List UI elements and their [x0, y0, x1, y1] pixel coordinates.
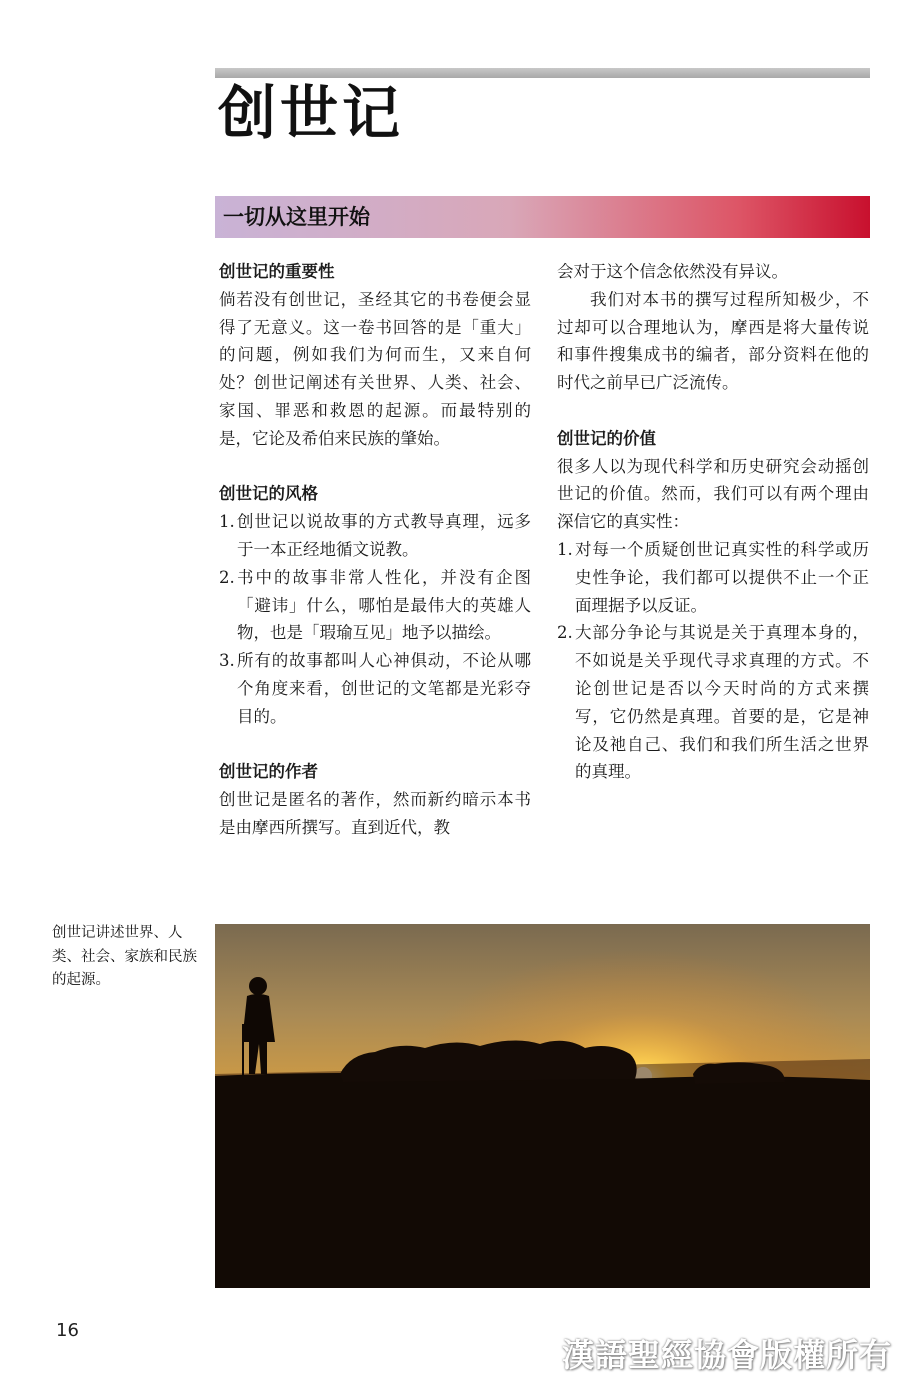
list-item: 2. 大部分争论与其说是关于真理本身的，不如说是关乎现代寻求真理的方式。不论创世记是否以今天时尚的方式来撰写，它仍然是真理。首要的是，它是神论及祂自己、我们和我们所生活之世界的真理。 [557, 623, 869, 782]
value-heading: 创世记的价值 [557, 428, 656, 448]
author-text-continued: 会对于这个信念依然没有异议。 [557, 262, 788, 281]
value-list [557, 536, 869, 786]
importance-heading: 创世记的重要性 [219, 262, 335, 281]
section-banner [215, 196, 870, 238]
style-list [219, 508, 531, 730]
photo-caption: 创世记讲述世界、人类、社会、家族和民族的起源。 [52, 925, 197, 988]
right-column [557, 258, 869, 786]
author-heading: 创世记的作者 [219, 762, 318, 782]
list-item: 1. 创世记以说故事的方式教导真理，远多于一本正经地循文说教。 [219, 512, 531, 559]
style-heading: 创世记的风格 [219, 484, 318, 504]
author-paragraph-2: 我们对本书的撰写过程所知极少，不过却可以合理地认为，摩西是将大量传说和事件搜集成书的编者，部分资料在他的时代之前早已广泛流传。 [557, 289, 869, 393]
list-item: 1. 对每一个质疑创世记真实性的科学或历史性争论，我们都可以提供不止一个正面理据予以反证。 [557, 539, 869, 615]
list-item: 2. 书中的故事非常人性化，并没有企图「避讳」什么，哪怕是最伟大的英雄人物，也是「瑕瑜互见」地予以描绘。 [219, 567, 531, 643]
page-number: 16 [56, 1320, 79, 1341]
author-text: 创世记是匿名的著作，然而新约暗示本书是由摩西所撰写。直到近代，教 [219, 790, 531, 837]
left-column [219, 258, 531, 842]
importance-text: 倘若没有创世记，圣经其它的书卷便会显得了无意义。这一卷书回答的是「重大」的问题，例如我们为何而生，又来自何处？创世记阐述有关世界、人类、社会、家国、罪恶和救恩的起源。而最特别的是，它论及希伯来民族的肇始。 [219, 289, 531, 448]
section-title: 一切从这里开始 [223, 205, 370, 229]
value-intro: 很多人以为现代科学和历史研究会动摇创世记的价值。然而，我们可以有两个理由深信它的真实性： [557, 456, 869, 532]
chapter-title: 创世记 [218, 79, 405, 147]
top-rule [215, 68, 870, 78]
sunset-shepherd-photo [215, 924, 870, 1288]
copyright-watermark: 漢語聖經協會版權所有 [561, 1336, 892, 1374]
list-item: 3. 所有的故事都叫人心神俱动，不论从哪个角度来看，创世记的文笔都是光彩夺目的。 [219, 651, 531, 726]
